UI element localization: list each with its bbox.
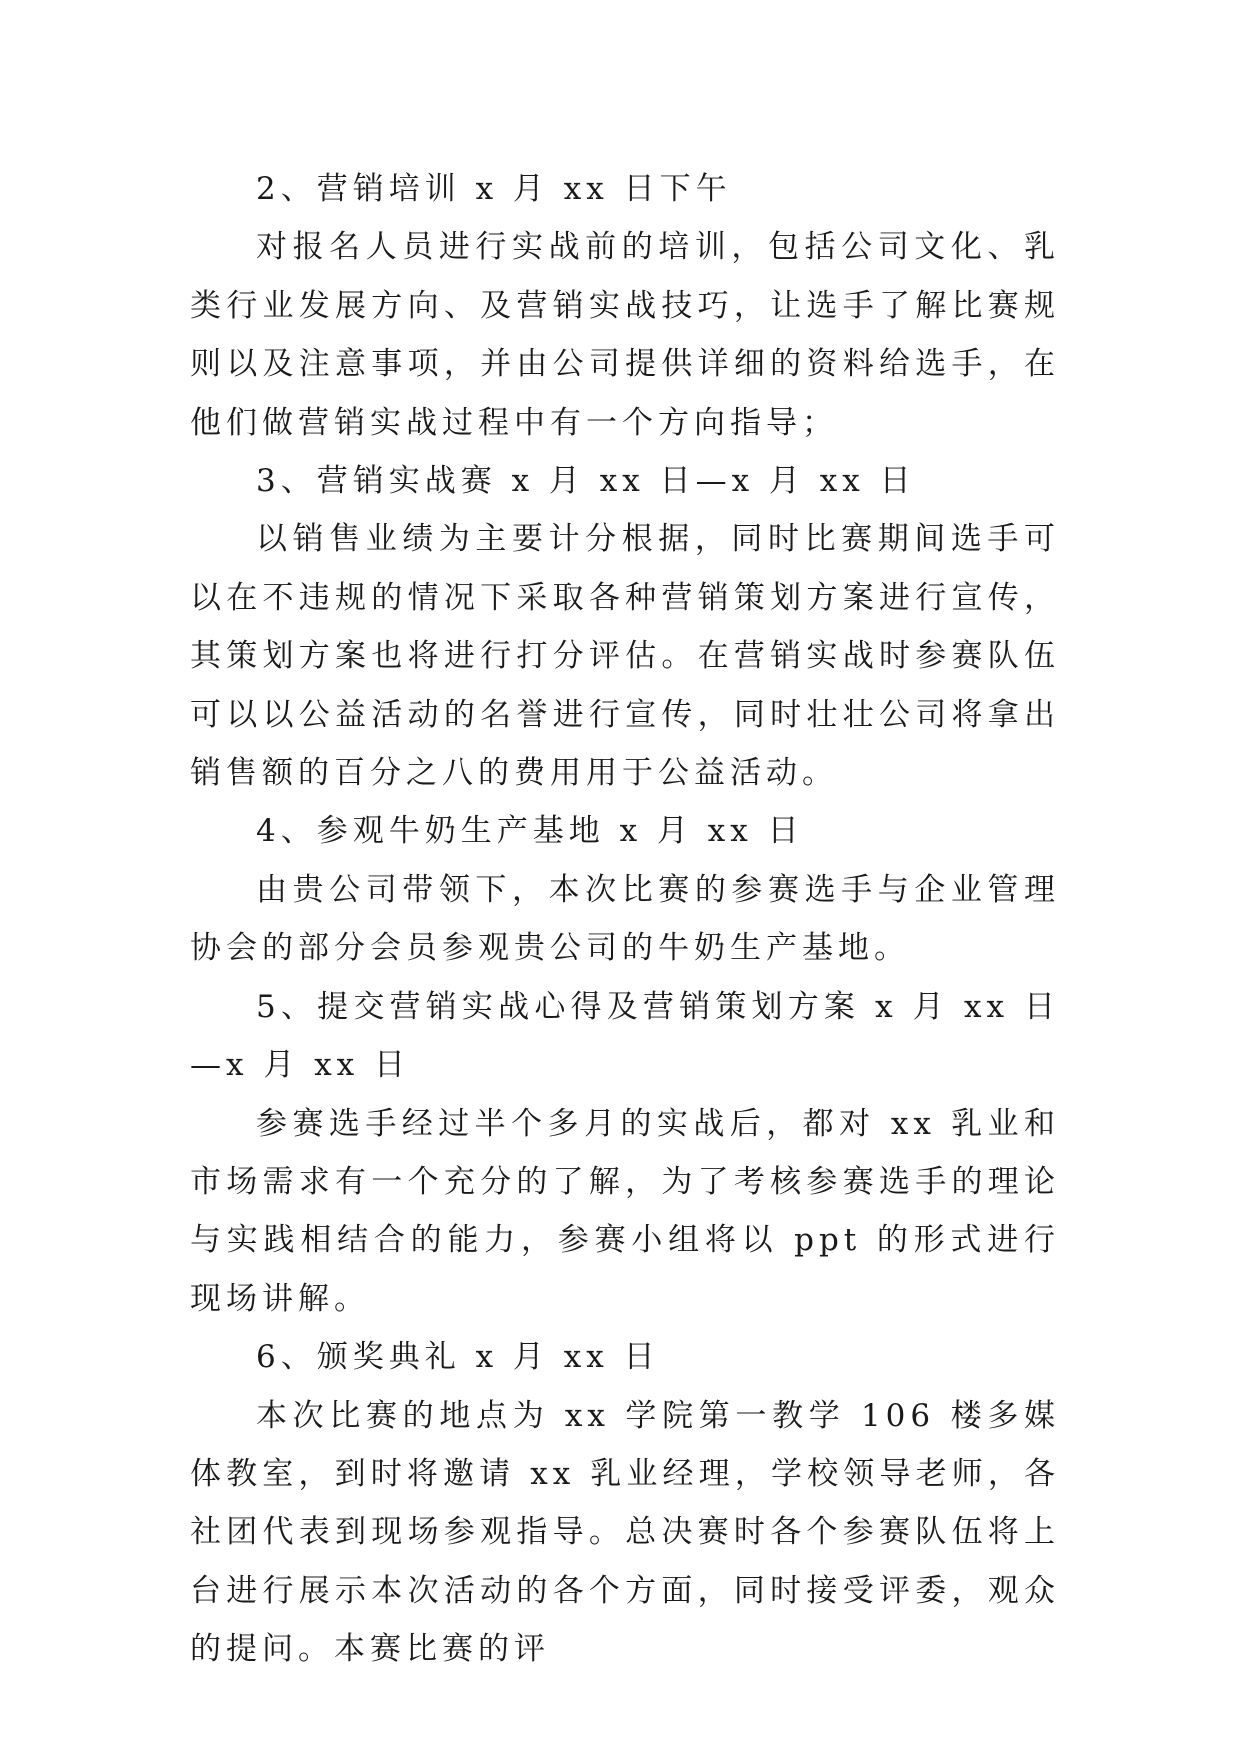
heading-marketing-competition: 3、营销实战赛 x 月 xx 日—x 月 xx 日 (256, 463, 916, 500)
paragraph-submission-content: 参赛选手经过半个多月的实战后，都对 xx 乳业和市场需求有一个充分的了解，为了考核参赛选手的理论与实践相结合的能力，参赛小组将以 ppt 的形式进行现场讲解。 (190, 1105, 1060, 1317)
heading-marketing-training: 2、营销培训 x 月 xx 日下午 (256, 171, 732, 207)
heading-base-visit: 4、参观牛奶生产基地 x 月 xx 日 (256, 813, 804, 850)
paragraph-competition-content: 以销售业绩为主要计分根据，同时比赛期间选手可以在不违规的情况下采取各种营销策划方案进行宣传，其策划方案也将进行打分评估。在营销实战时参赛队伍可以以公益活动的名誉进行宣传，同时壮壮公司将拿出销售额的百分之八的费用用于公益活动。 (190, 521, 1060, 792)
paragraph-base-visit-content: 由贵公司带领下，本次比赛的参赛选手与企业管理协会的部分会员参观贵公司的牛奶生产基地。 (190, 871, 1060, 967)
document-body (190, 160, 1060, 1679)
paragraph-training-content: 对报名人员进行实战前的培训，包括公司文化、乳类行业发展方向、及营销实战技巧，让选手了解比赛规则以及注意事项，并由公司提供详细的资料给选手，在他们做营销实战过程中有一个方向指导； (190, 229, 1060, 441)
heading-submission: 5、提交营销实战心得及营销策划方案 x 月 xx 日—x 月 xx 日 (190, 988, 1060, 1084)
heading-award-ceremony: 6、颁奖典礼 x 月 xx 日 (256, 1339, 660, 1376)
paragraph-award-ceremony-content: 本次比赛的地点为 xx 学院第一教学 106 楼多媒体教室，到时将邀请 xx 乳业经理，学校领导老师，各社团代表到现场参观指导。总决赛时各个参赛队伍将上台进行展示本次活动的各个方面，同时接受评委，观众的提问。本赛比赛的评 (190, 1397, 1060, 1668)
